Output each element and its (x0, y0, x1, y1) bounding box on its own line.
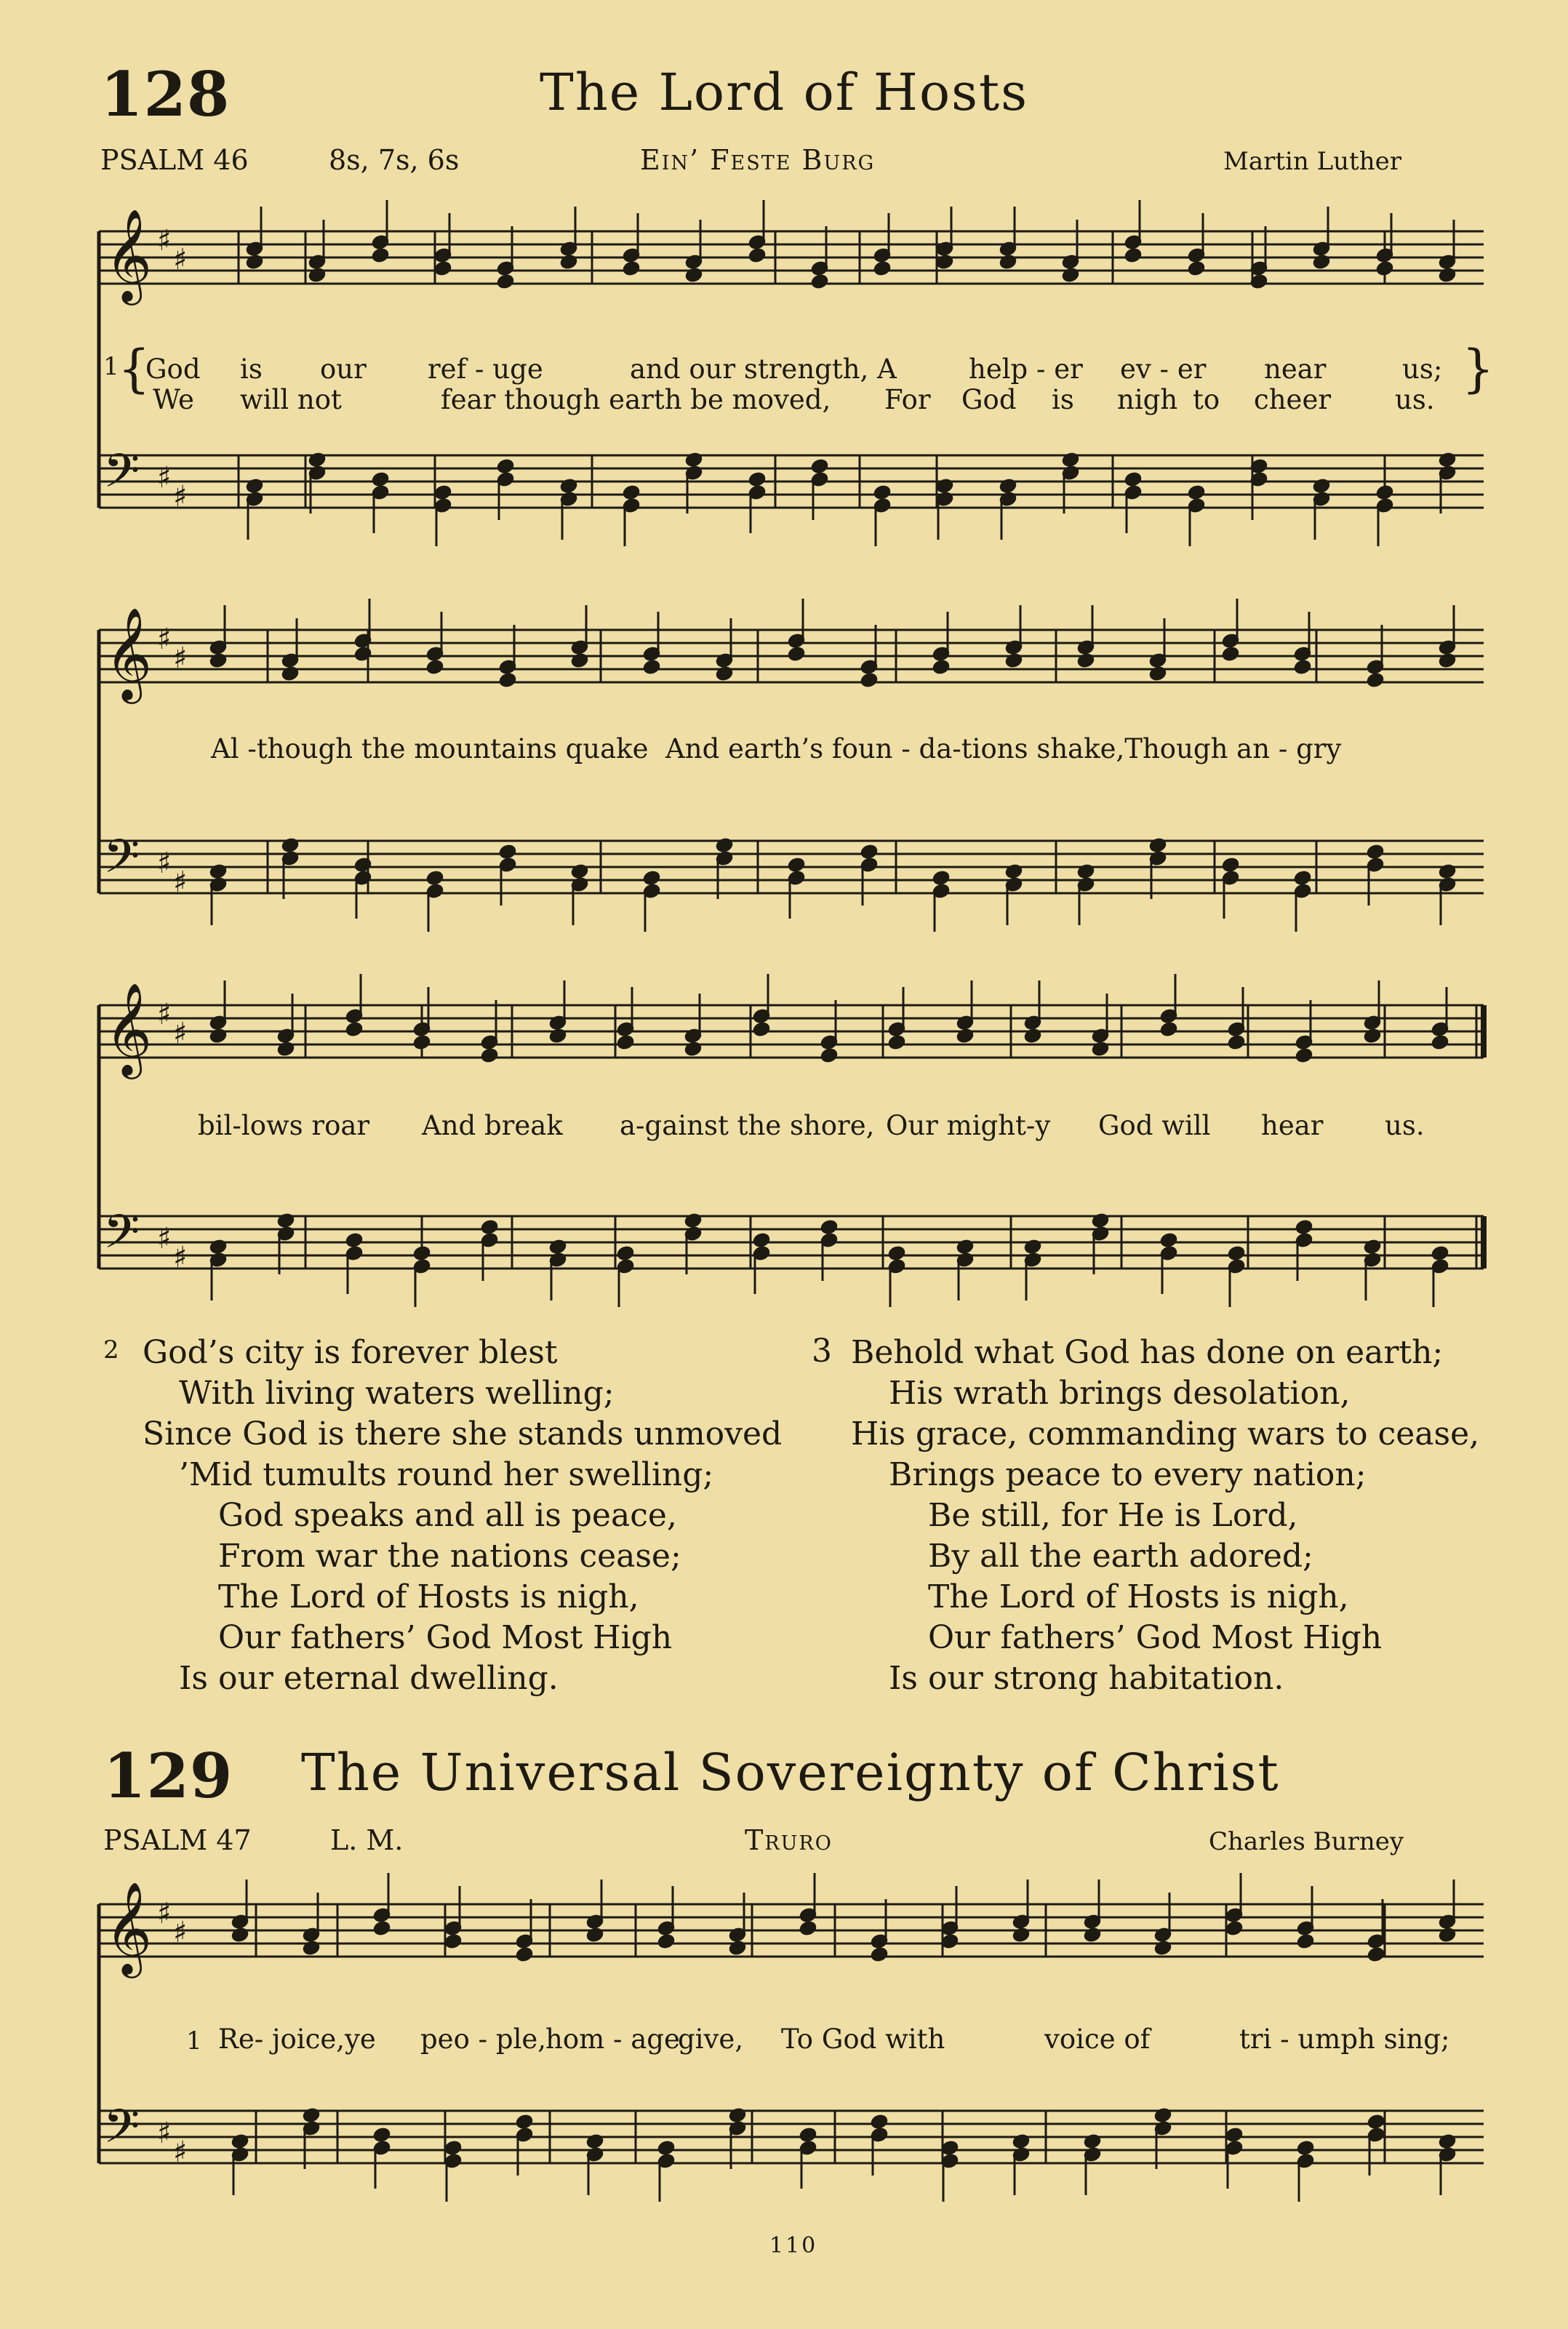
note-head (1294, 871, 1311, 886)
tune-name: Truro (745, 1824, 833, 1856)
treble-clef-icon: 𝄞 (105, 982, 153, 1075)
note-head (788, 647, 805, 662)
verse-line: His wrath brings desolation, (889, 1375, 1351, 1412)
note-head (753, 1022, 770, 1037)
sharp-icon: ♯ (173, 1017, 188, 1050)
lyric-syllable: tri - umph sing; (1239, 2024, 1450, 2055)
bass-clef-icon: 𝄢 (103, 830, 140, 895)
lyric-syllable: and our strength, A (630, 353, 897, 385)
lyric-line: Al -though the mountains quake And earth’s foun - da-tions shake,Though an - gry (211, 733, 1342, 764)
brace-left: { (118, 339, 151, 399)
note-head (617, 1246, 634, 1261)
lyric-syllable: And break (422, 1110, 563, 1141)
lyric-syllable: give, (678, 2024, 744, 2055)
verse-line: From war the nations cease; (218, 1538, 681, 1575)
lyric-syllable: us. (1385, 1110, 1425, 1141)
note-head (373, 1921, 391, 1936)
note-head (623, 485, 640, 500)
note-head (444, 1934, 462, 1949)
verse-line: Behold what God has done on earth; (851, 1334, 1444, 1371)
note-head (481, 1048, 498, 1063)
hymn-number: 129 (103, 1740, 233, 1812)
note-head (373, 2128, 391, 2143)
verse-line: Brings peace to every nation; (889, 1456, 1367, 1493)
meter: 8s, 7s, 6s (329, 144, 460, 176)
note-head (497, 274, 514, 289)
sharp-icon: ♯ (173, 243, 188, 276)
note-head (1431, 1035, 1449, 1050)
note-head (1222, 647, 1239, 662)
lyric-syllable: cheer (1254, 384, 1332, 415)
verse-line: Since God is there she stands unmoved (143, 1415, 783, 1453)
lyric-syllable: help - er (969, 353, 1083, 385)
note-head (811, 274, 828, 289)
note-head (1160, 1022, 1177, 1037)
sharp-icon: ♯ (157, 1897, 172, 1930)
note-head (1188, 261, 1205, 276)
lyric-syllable: God (961, 384, 1017, 415)
note-head (1124, 248, 1142, 263)
lyric-syllable: hom - age (545, 2024, 680, 2055)
brace-right: } (1462, 339, 1495, 399)
verse-line: ’Mid tumults round her swelling; (179, 1456, 714, 1493)
note-head (434, 261, 452, 276)
sharp-icon: ♯ (157, 224, 172, 257)
sharp-icon: ♯ (173, 480, 188, 514)
sharp-icon: ♯ (173, 2136, 188, 2169)
note-head (481, 1220, 498, 1235)
sharp-icon: ♯ (157, 1222, 172, 1255)
verse-line: Be still, for He is Lord, (928, 1497, 1298, 1534)
note-head (873, 485, 891, 500)
note-head (426, 660, 444, 675)
lyric-syllable: For (884, 384, 931, 415)
sharp-icon: ♯ (173, 866, 188, 899)
note-head (413, 1246, 431, 1261)
verse-line: The Lord of Hosts is nigh, (218, 1578, 639, 1615)
note-head (1188, 485, 1205, 500)
lyric-syllable: us. (1395, 384, 1435, 415)
lyric-syllable: God will (1098, 1110, 1211, 1141)
lyric-syllable: voice of (1044, 2024, 1151, 2055)
note-head (1295, 1220, 1313, 1235)
note-head (499, 673, 516, 688)
note-head (434, 485, 452, 500)
lyric-syllable: To God with (781, 2024, 945, 2055)
note-head (657, 1934, 675, 1949)
psalm-reference: PSALM 47 (103, 1824, 252, 1856)
note-head (499, 844, 516, 860)
note-head (932, 660, 950, 675)
note-head (345, 1022, 363, 1037)
note-head (871, 1947, 888, 1962)
note-head (516, 2114, 533, 2130)
lyric-syllable: near (1264, 353, 1327, 385)
note-head (888, 1246, 905, 1261)
note-head (932, 871, 950, 886)
note-head (1294, 660, 1311, 675)
verse-line: God’s city is forever blest (143, 1334, 558, 1371)
note-head (516, 1947, 533, 1962)
note-head (497, 459, 514, 474)
meter: L. M. (330, 1824, 404, 1856)
note-head (860, 673, 878, 688)
lyric-syllable: us; (1402, 353, 1443, 385)
note-head (748, 248, 766, 263)
verse-line: Is our eternal dwelling. (179, 1660, 559, 1697)
note-head (811, 459, 828, 474)
note-head (748, 472, 766, 487)
sharp-icon: ♯ (173, 1916, 188, 1949)
note-head (1376, 261, 1393, 276)
note-head (1367, 2114, 1385, 2130)
verse-number: 3 (812, 1333, 832, 1370)
verse-line: God speaks and all is peace, (218, 1497, 677, 1534)
page-number: 110 (769, 2233, 818, 2258)
treble-clef-icon: 𝄞 (105, 607, 153, 700)
lyric-syllable: bil-lows roar (198, 1110, 370, 1141)
note-head (413, 1035, 431, 1050)
note-head (372, 472, 389, 487)
note-head (873, 261, 891, 276)
stanza-number: 1 (103, 352, 119, 381)
hymn-title: The Universal Sovereignty of Christ (301, 1743, 1280, 1802)
note-head (444, 2141, 462, 2156)
verse-line: His grace, commanding wars to cease, (851, 1415, 1480, 1453)
sharp-icon: ♯ (173, 1241, 188, 1274)
note-head (1297, 2141, 1314, 2156)
lyric-syllable: is (1052, 384, 1074, 415)
sharp-icon: ♯ (157, 998, 172, 1031)
verse-line: By all the earth adored; (928, 1538, 1313, 1575)
note-head (1225, 2128, 1243, 2143)
lyric-syllable: a-gainst the shore, (620, 1110, 875, 1141)
lyric-syllable: fear though earth be moved, (441, 384, 831, 415)
lyric-syllable: is (240, 353, 263, 385)
note-head (860, 844, 878, 860)
treble-clef-icon: 𝄞 (105, 208, 153, 301)
lyric-syllable: We (153, 384, 194, 415)
sharp-icon: ♯ (173, 642, 188, 675)
bass-clef-icon: 𝄢 (103, 1205, 140, 1271)
note-head (871, 2114, 888, 2130)
lyric-syllable: Re- joice,ye (218, 2024, 376, 2055)
bass-clef-icon: 𝄢 (103, 2100, 140, 2165)
note-head (426, 871, 444, 886)
note-head (1376, 485, 1393, 500)
note-head (1367, 673, 1384, 688)
sharp-icon: ♯ (157, 847, 172, 880)
note-head (643, 660, 660, 675)
verse-line: Our fathers’ God Most High (928, 1619, 1383, 1656)
lyric-syllable: our (320, 353, 367, 385)
verse-line: Our fathers’ God Most High (218, 1619, 673, 1656)
note-head (1431, 1246, 1449, 1261)
note-head (657, 2141, 675, 2156)
lyric-syllable: will not (240, 384, 342, 415)
verse-number: 2 (103, 1335, 119, 1365)
note-head (617, 1035, 634, 1050)
hymn-number: 128 (100, 58, 231, 130)
verse-line: The Lord of Hosts is nigh, (928, 1578, 1349, 1615)
bass-clef-icon: 𝄢 (103, 444, 140, 510)
sharp-icon: ♯ (157, 623, 172, 656)
note-head (1367, 1947, 1385, 1962)
note-head (941, 1934, 959, 1949)
note-head (753, 1233, 770, 1248)
note-head (799, 2128, 817, 2143)
note-head (1295, 1048, 1313, 1063)
verse-line: With living waters welling; (179, 1375, 615, 1412)
note-head (820, 1048, 838, 1063)
note-head (788, 858, 805, 873)
treble-clef-icon: 𝄞 (105, 1881, 153, 1974)
note-head (1225, 1921, 1243, 1936)
note-head (820, 1220, 838, 1235)
note-head (1228, 1246, 1245, 1261)
hymn-title: The Lord of Hosts (540, 63, 1029, 122)
note-head (1367, 844, 1384, 860)
lyric-syllable: God (145, 353, 201, 385)
note-head (1160, 1233, 1177, 1248)
sharp-icon: ♯ (157, 2117, 172, 2150)
lyric-syllable: peo - ple, (420, 2024, 547, 2055)
composer: Martin Luther (1223, 147, 1401, 176)
note-head (345, 1233, 363, 1248)
stanza-number: 1 (186, 2026, 202, 2056)
psalm-reference: PSALM 46 (100, 144, 249, 176)
lyric-syllable: to (1193, 384, 1220, 415)
verse-line: Is our strong habitation. (889, 1660, 1284, 1697)
lyric-syllable: ref - uge (428, 353, 543, 385)
note-head (1228, 1035, 1245, 1050)
tune-name: Ein’ Feste Burg (640, 144, 876, 176)
note-head (941, 2141, 959, 2156)
note-head (799, 1921, 817, 1936)
note-head (1124, 472, 1142, 487)
lyric-syllable: nigh (1117, 384, 1178, 415)
lyric-syllable: Our might-y (886, 1110, 1051, 1141)
note-head (623, 261, 640, 276)
lyric-syllable: ev - er (1120, 353, 1207, 385)
sharp-icon: ♯ (157, 461, 172, 495)
lyric-syllable: hear (1261, 1110, 1324, 1141)
note-head (643, 871, 660, 886)
note-head (1222, 858, 1239, 873)
note-head (1297, 1934, 1314, 1949)
note-head (372, 248, 389, 263)
composer: Charles Burney (1209, 1827, 1404, 1856)
note-head (888, 1035, 905, 1050)
